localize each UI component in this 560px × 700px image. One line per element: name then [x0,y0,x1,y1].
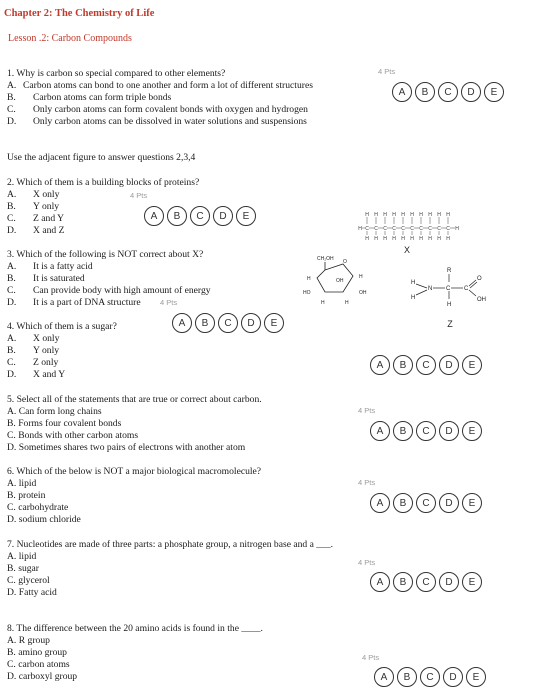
choice-c-button[interactable]: C [416,572,436,592]
chain-h-bottom: H [446,236,450,242]
chain-h-top: H [392,212,396,218]
chain-h-top: H [446,212,450,218]
molecule-z [411,268,486,308]
question-3-option-b: B. It is saturated [7,273,85,284]
choice-d-button[interactable]: D [439,355,459,375]
question-5-option-a: A. Can form long chains [7,406,102,417]
question-7-stem: 7. Nucleotides are made of three parts: a phosphate group, a nitrogen base and a ___. [7,539,334,550]
points-label-q2: 4 Pts [130,191,148,200]
choice-a-button[interactable]: A [374,667,394,687]
molecule-x-label: X [403,245,411,255]
molecule-z-h2: H [411,295,416,301]
molecule-z-o: O [477,276,482,282]
question-2-option-d: D. X and Z [7,225,65,236]
molecule-y-ch2oh: CH₂OH [317,256,334,262]
answer-bubbles-q1 [392,82,504,102]
chain-carbon: C [419,226,423,232]
question-6-option-b: B. protein [7,490,46,501]
choice-e-button[interactable]: E [236,206,256,226]
choice-a-button[interactable]: A [392,82,412,102]
question-4-option-d: D. X and Y [7,369,66,380]
chain-h-bottom: H [437,236,441,242]
question-5-option-d: D. Sometimes shares two pairs of electrons with another atom [7,442,246,453]
points-label-q6: 4 Pts [358,478,376,487]
points-label-q3: 4 Pts [160,298,178,307]
molecule-z-h1: H [411,280,416,286]
chain-carbon: C [392,226,396,232]
answer-bubbles-q3 [172,313,284,333]
choice-e-button[interactable]: E [462,493,482,513]
choice-d-button[interactable]: D [213,206,233,226]
chain-h-bottom: H [410,236,414,242]
chain-h-bottom: H [392,236,396,242]
choice-c-button[interactable]: C [416,493,436,513]
molecule-y [317,262,353,292]
question-6-option-d: D. sodium chloride [7,514,81,525]
answer-bubbles-q8 [374,667,486,687]
question-1-option-a: A. Carbon atoms can bond to one another and form a lot of different structures [7,80,313,91]
choice-e-button[interactable]: E [462,355,482,375]
choice-a-button[interactable]: A [172,313,192,333]
points-label-q5: 4 Pts [358,406,376,415]
choice-b-button[interactable]: B [195,313,215,333]
choice-c-button[interactable]: C [416,421,436,441]
choice-d-button[interactable]: D [439,572,459,592]
figure-instruction: Use the adjacent figure to answer questions 2,3,4 [7,152,196,163]
choice-c-button[interactable]: C [218,313,238,333]
lesson-title: Lesson .2: Carbon Compounds [8,33,132,44]
choice-d-button[interactable]: D [461,82,481,102]
chain-h-top: H [401,212,405,218]
choice-e-button[interactable]: E [466,667,486,687]
chain-carbon: C [383,226,387,232]
molecule-y-oh-inner: OH [336,278,344,284]
question-3-stem: 3. Which of the following is NOT correct about X? [7,249,204,260]
question-2-stem: 2. Which of them is a building blocks of proteins? [7,177,200,188]
question-5-option-b: B. Forms four covalent bonds [7,418,122,429]
chain-carbon: C [428,226,432,232]
question-6-stem: 6. Which of the below is NOT a major biological macromolecule? [7,466,262,477]
chain-h-top: H [419,212,423,218]
chain-h-top: H [383,212,387,218]
choice-b-button[interactable]: B [393,493,413,513]
choice-b-button[interactable]: B [397,667,417,687]
question-2-option-c: C. Z and Y [7,213,65,224]
question-2-option-b: B. Y only [7,201,60,212]
question-7-option-b: B. sugar [7,563,39,574]
choice-b-button[interactable]: B [393,355,413,375]
points-label-q7: 4 Pts [358,558,376,567]
choice-a-button[interactable]: A [144,206,164,226]
chain-h-top: H [428,212,432,218]
choice-e-button[interactable]: E [484,82,504,102]
chain-h-top: H [374,212,378,218]
question-4-option-a: A. X only [7,333,60,344]
question-6-option-a: A. lipid [7,478,37,489]
choice-d-button[interactable]: D [241,313,261,333]
choice-d-button[interactable]: D [443,667,463,687]
chain-carbon: C [374,226,378,232]
molecule-x [358,212,459,242]
chain-h-bottom: H [419,236,423,242]
molecule-y-o: O [343,259,347,265]
molecule-y-ho: HO [303,290,311,296]
question-7-option-c: C. glycerol [7,575,50,586]
chain-end-h-left: H [358,226,362,232]
molecule-z-c2: C [464,286,469,292]
molecule-z-h3: H [447,302,452,308]
choice-a-button[interactable]: A [370,493,390,513]
choice-e-button[interactable]: E [462,572,482,592]
question-3-option-d: D. It is a part of DNA structure [7,297,141,308]
question-2-option-a: A. X only [7,189,60,200]
points-label-q1: 4 Pts [378,67,396,76]
chapter-title: Chapter 2: The Chemistry of Life [4,8,155,19]
question-8-option-a: A. R group [7,635,50,646]
choice-b-button[interactable]: B [393,572,413,592]
choice-c-button[interactable]: C [420,667,440,687]
choice-c-button[interactable]: C [416,355,436,375]
chain-carbon: C [410,226,414,232]
molecule-y-oh: OH [359,290,367,296]
choice-b-button[interactable]: B [167,206,187,226]
chain-carbon: C [446,226,450,232]
question-4-option-b: B. Y only [7,345,60,356]
question-6-option-c: C. carbohydrate [7,502,69,513]
answer-bubbles-q5 [370,421,482,441]
answer-bubbles-q6 [370,493,482,513]
answer-bubbles-q2 [144,206,256,226]
choice-b-button[interactable]: B [415,82,435,102]
choice-a-button[interactable]: A [370,572,390,592]
choice-e-button[interactable]: E [462,421,482,441]
molecule-y-h3: H [321,300,325,306]
answer-bubbles-q4 [370,355,482,375]
choice-e-button[interactable]: E [264,313,284,333]
molecule-z-oh: OH [477,297,486,303]
chain-h-top: H [365,212,369,218]
chain-h-bottom: H [428,236,432,242]
chain-carbon: C [365,226,369,232]
question-1-option-c: C. Only carbon atoms can form covalent bonds with oxygen and hydrogen [7,104,308,115]
question-4-option-c: C. Z only [7,357,59,368]
choice-a-button[interactable]: A [370,355,390,375]
molecule-y-h4: H [345,300,349,306]
chain-end-h-right: H [455,226,459,232]
molecule-y-h1: H [307,276,311,282]
choice-d-button[interactable]: D [439,421,459,441]
question-5-option-c: C. Bonds with other carbon atoms [7,430,139,441]
molecule-figure [295,200,515,330]
molecule-z-c1: C [446,286,451,292]
question-1-stem: 1. Why is carbon so special compared to other elements? [7,68,226,79]
question-5-stem: 5. Select all of the statements that are true or correct about carbon. [7,394,262,405]
question-8-option-d: D. carboxyl group [7,671,78,682]
question-1-option-b: B. Carbon atoms can form triple bonds [7,92,172,103]
molecule-z-r: R [447,268,452,274]
molecule-z-n: N [428,286,433,292]
answer-bubbles-q7 [370,572,482,592]
chain-carbon: C [437,226,441,232]
chain-h-bottom: H [401,236,405,242]
question-1-option-d: D. Only carbon atoms can be dissolved in water solutions and suspensions [7,116,307,127]
choice-c-button[interactable]: C [190,206,210,226]
question-8-stem: 8. The difference between the 20 amino acids is found in the ____. [7,623,263,634]
chain-carbon: C [401,226,405,232]
choice-b-button[interactable]: B [393,421,413,441]
question-3-option-a: A. It is a fatty acid [7,261,93,272]
molecule-z-label: Z [447,319,453,329]
molecule-y-h2: H [359,274,363,280]
choice-d-button[interactable]: D [439,493,459,513]
chain-h-bottom: H [374,236,378,242]
choice-a-button[interactable]: A [370,421,390,441]
question-7-option-a: A. lipid [7,551,37,562]
chain-h-top: H [437,212,441,218]
question-8-option-b: B. amino group [7,647,67,658]
question-8-option-c: C. carbon atoms [7,659,70,670]
points-label-q8: 4 Pts [362,653,380,662]
question-7-option-d: D. Fatty acid [7,587,57,598]
chain-h-top: H [410,212,414,218]
choice-c-button[interactable]: C [438,82,458,102]
chain-h-bottom: H [365,236,369,242]
chain-h-bottom: H [383,236,387,242]
question-3-option-c: C. Can provide body with high amount of energy [7,285,211,296]
question-4-stem: 4. Which of them is a sugar? [7,321,117,332]
